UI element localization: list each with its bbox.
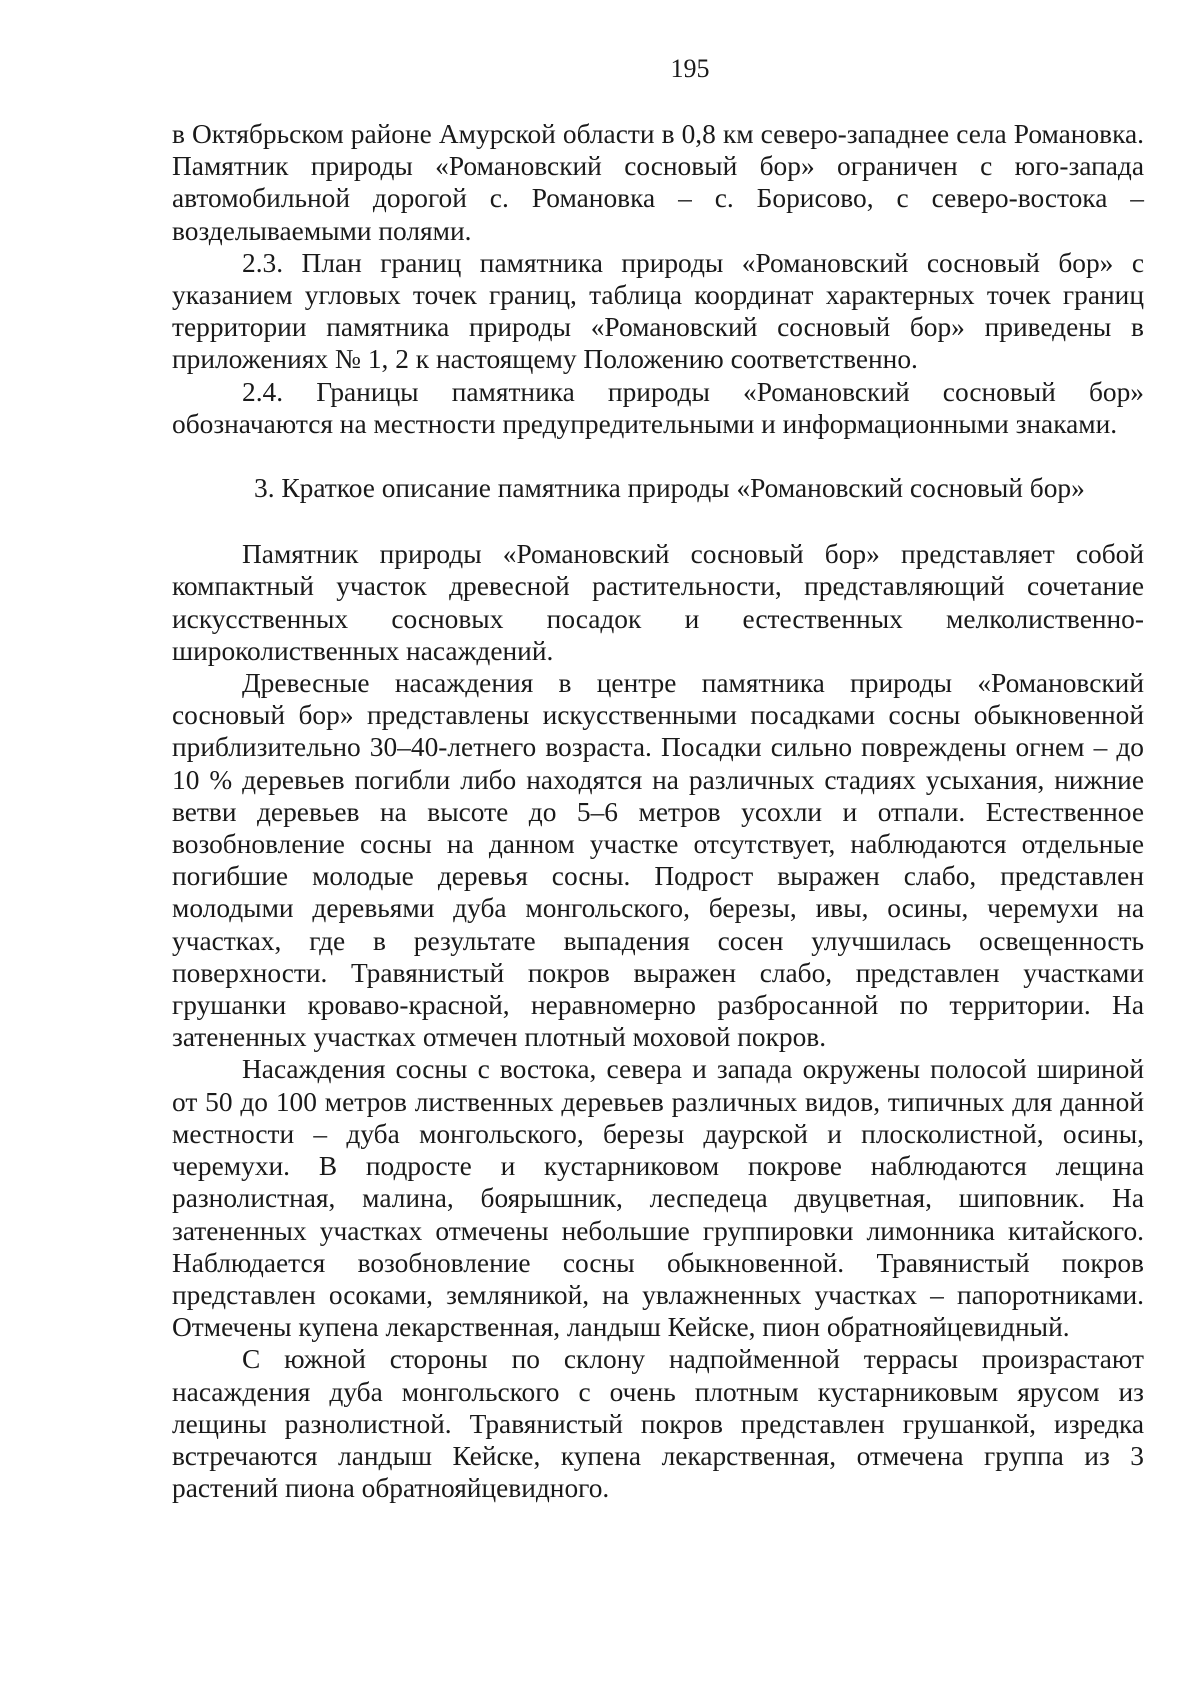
- section-3-heading: 3. Краткое описание памятника природы «Романовский сосновый бор»: [254, 473, 1085, 504]
- item-2-4-paragraph: 2.4. Границы памятника природы «Романовский сосновый бор» обозначаются на местности предупредительными и информационными знаками.: [172, 376, 1144, 439]
- spacer: [172, 440, 1144, 472]
- intro-paragraph: в Октябрьском районе Амурской области в 0,8 км северо-западнее села Романовка. Памятник природы «Романовский сосновый бор» ограничен с юго-запада автомобильной дорогой с. Романовка – с. Борисово, с северо-востока – возделываемыми полями.: [172, 119, 1144, 246]
- page-number: 195: [670, 54, 710, 83]
- spacer: [172, 504, 1144, 538]
- document-body: [172, 118, 1144, 1504]
- section-3-paragraph: Древесные насаждения в центре памятника природы «Романовский сосновый бор» представлены искусственными посадками сосны обыкновенной приблизительно 30–40-летнего возраста. Посадки сильно повреждены огнем – до 10 % деревьев погибли либо находятся на различных стадиях усыхания, нижние ветви деревьев на высоте до 5–6 метров усохли и отпали. Естественное возобновление сосны на данном участке отсутствует, наблюдаются отдельные погибшие молодые деревья сосны. Подрост выражен слабо, представлен молодыми деревьями дуба монгольского, березы, ивы, осины, черемухи на участках, где в результате выпадения сосен улучшилась освещенность поверхности. Травянистый покров выражен слабо, представлен участками грушанки кроваво-красной, неравномерно разбросанной по территории. На затененных участках отмечен плотный моховой покров.: [172, 668, 1144, 1053]
- section-3-paragraph: Насаждения сосны с востока, севера и запада окружены полосой шириной от 50 до 100 метров лиственных деревьев различных видов, типичных для данной местности – дуба монгольского, березы даурской и плосколистной, осины, черемухи. В подросте и кустарниковом покрове наблюдаются лещина разнолистная, малина, боярышник, леспедеца двуцветная, шиповник. На затененных участках отмечены небольшие группировки лимонника китайского. Наблюдается возобновление сосны обыкновенной. Травянистый покров представлен осоками, земляникой, на увлажненных участках – папоротниками. Отмечены купена лекарственная, ландыш Кейске, пион обратнояйцевидный.: [172, 1054, 1144, 1343]
- item-2-3-paragraph: 2.3. План границ памятника природы «Романовский сосновый бор» с указанием угловых точек границ, таблица координат характерных точек границ территории памятника природы «Романовский сосновый бор» приведены в приложениях № 1, 2 к настоящему Положению соответственно.: [172, 247, 1144, 375]
- section-3-paragraph: Памятник природы «Романовский сосновый бор» представляет собой компактный участок древесной растительности, представляющий сочетание искусственных сосновых посадок и естественных мелколиственно-широколиственных насаждений.: [172, 539, 1144, 666]
- section-3-paragraph: С южной стороны по склону надпойменной террасы произрастают насаждения дуба монгольского с очень плотным кустарниковым ярусом из лещины разнолистной. Травянистый покров представлен грушанкой, изредка встречаются ландыш Кейске, купена лекарственная, отмечена группа из 3 растений пиона обратнояйцевидного.: [172, 1344, 1144, 1504]
